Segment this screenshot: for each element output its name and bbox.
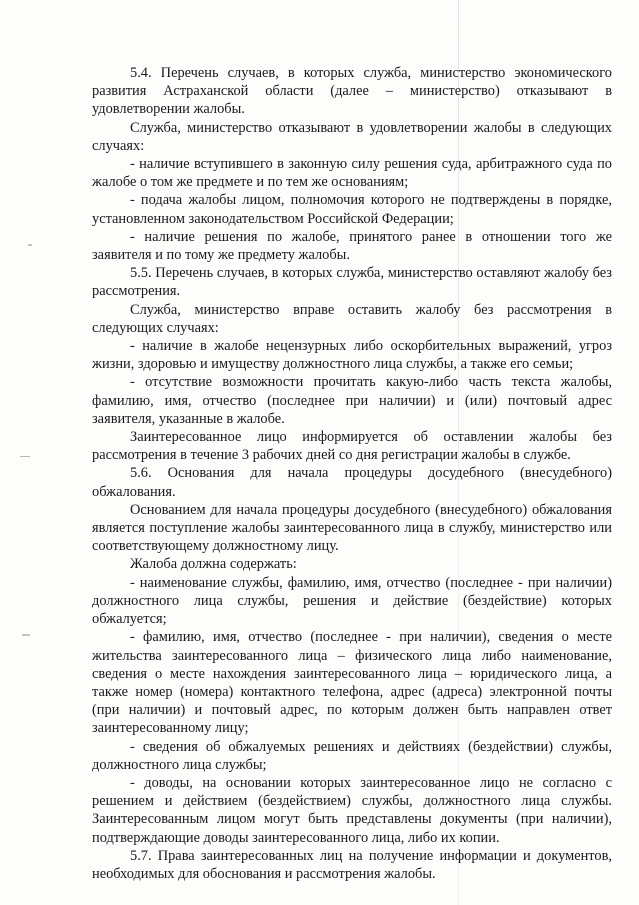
complaint-content-arguments: - доводы, на основании которых заинтересованное лицо не согласно с решением и действием (бездействием) службы, должностного лица службы. Заинтересованным лицом могут быть представлены документы (при наличии), подтверждающие доводы заинтересованного лица, либо их копии. — [92, 774, 612, 846]
refusal-case-unconfirmed-authority: - подача жалобы лицом, полномочия которого не подтверждены в порядке, установленном законодательством Российской Федерации; — [92, 192, 612, 227]
section-5-4-heading: 5.4. Перечень случаев, в которых служба, министерство экономического развития Астраханской области (далее – министерство) отказывают в удовлетворении жалобы. — [92, 65, 612, 118]
complaint-content-service-name: - наименование службы, фамилию, имя, отчество (последнее - при наличии) должностного лица службы, решения и действие (бездействие) которых обжалуется; — [92, 574, 612, 628]
no-review-case-offensive-language: - наличие в жалобе нецензурных либо оскорбительных выражений, угроз жизни, здоровью и имуществу должностного лица службы, а также его семьи; — [92, 338, 612, 373]
no-review-cases-intro: Служба, министерство вправе оставить жалобу без рассмотрения в следующих случаях: — [92, 301, 612, 336]
section-5-5-heading: 5.5. Перечень случаев, в которых служба, министерство оставляют жалобу без рассмотрения. — [92, 265, 612, 300]
refusal-case-court-decision: - наличие вступившего в законную силу решения суда, арбитражного суда по жалобе о том же предмете и по тем же основаниям; — [92, 156, 612, 191]
complaint-content-decisions: - сведения об обжалуемых решениях и действиях (бездействии) службы, должностного лица службы; — [92, 738, 612, 773]
section-5-6-heading: 5.6. Основания для начала процедуры досудебного (внесудебного) обжалования. — [92, 465, 612, 500]
complaint-content-applicant-details: - фамилию, имя, отчество (последнее - при наличии), сведения о месте жительства заинтересованного лица – физического лица либо наименование, сведения о месте нахождения заинтересованного лица – юридического лица, а также номер (номера) контактного телефона, адрес (адреса) электронной почты (при наличии) и почтовый адрес, по которым должен быть направлен ответ заинтересованному лицу; — [92, 629, 612, 737]
no-review-notification: Заинтересованное лицо информируется об оставлении жалобы без рассмотрения в течение 3 рабочих дней со дня регистрации жалобы в службе. — [92, 429, 612, 464]
no-review-case-unreadable-text: - отсутствие возможности прочитать какую-либо часть текста жалобы, фамилию, имя, отчество (последнее при наличии) и (или) почтовый адрес заявителя, указанные в жалобе. — [92, 374, 612, 427]
scan-speck — [20, 456, 30, 457]
complaint-contents-intro: Жалоба должна содержать: — [130, 556, 297, 573]
appeal-grounds: Основанием для начала процедуры досудебного (внесудебного) обжалования является поступление жалобы заинтересованного лица в службу, министерство или соответствующему должностному лицу. — [92, 501, 612, 555]
scan-speck — [22, 634, 30, 636]
refusal-case-prior-decision: - наличие решения по жалобе, принятого ранее в отношении того же заявителя и по тому же предмету жалобы. — [92, 228, 612, 264]
section-5-7-heading: 5.7. Права заинтересованных лиц на получение информации и документов, необходимых для обоснования и рассмотрения жалобы. — [92, 847, 612, 882]
scan-speck — [28, 244, 32, 246]
refusal-cases-intro: Служба, министерство отказывают в удовлетворении жалобы в следующих случаях: — [92, 119, 612, 154]
document-body — [92, 64, 612, 883]
